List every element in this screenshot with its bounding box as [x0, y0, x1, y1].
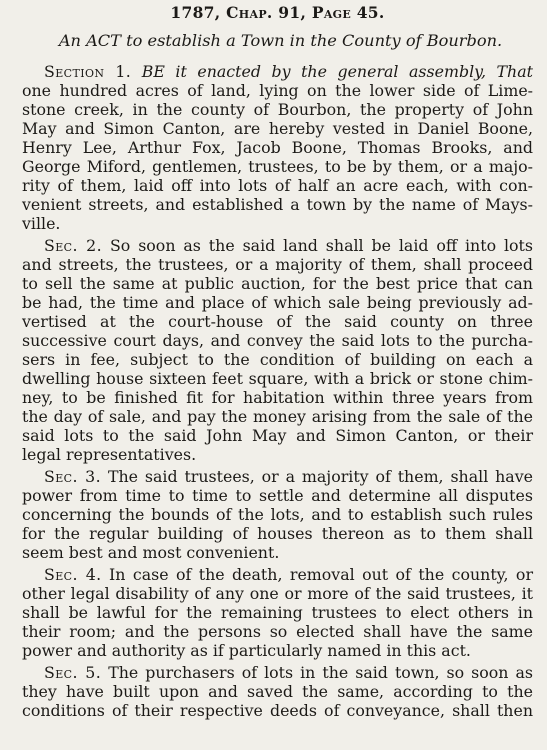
section-3 — [22, 467, 533, 562]
text-line: legal representatives. — [22, 445, 197, 464]
text-line — [22, 62, 533, 81]
section-2 — [22, 236, 533, 464]
text-line: seem best and most convenient. — [22, 543, 280, 562]
heading-page: Page 45. — [311, 3, 385, 22]
section-5 — [22, 663, 533, 720]
text-line: ney, to be finished fit for habitation within three years from — [22, 388, 533, 407]
act-body — [22, 62, 533, 720]
text-line: conditions of their respective deeds of conveyance, shall then — [22, 701, 533, 720]
text-line: Henry Lee, Arthur Fox, Jacob Boone, Thomas Brooks, and — [22, 138, 533, 157]
text-line: the day of sale, and pay the money arising from the sale of the — [22, 407, 533, 426]
text-line: sers in fee, subject to the condition of building on each a — [22, 350, 533, 369]
text-line: stone creek, in the county of Bourbon, the property of John — [22, 100, 533, 119]
text-line: vertised at the court-house of the said county on three — [22, 312, 533, 331]
section-label: Sec. 5. — [44, 663, 102, 682]
section-label: Sec. 2. — [44, 236, 103, 255]
text-line: venient streets, and established a town by the name of Mays- — [22, 195, 533, 214]
text-line: concerning the bounds of the lots, and to establish such rules — [22, 505, 533, 524]
text-line: they have built upon and saved the same, according to the — [22, 682, 533, 701]
text-line: one hundred acres of land, lying on the lower side of Lime- — [22, 81, 533, 100]
heading-year: 1787, — [170, 3, 221, 22]
text-line: be had, the time and place of which sale being previously ad- — [22, 293, 533, 312]
text-line: Sec. 3. The said trustees, or a majority of them, shall have — [44, 467, 533, 486]
text-line: rity of them, laid off into lots of half an acre each, with con- — [22, 176, 533, 195]
text-line: shall be lawful for the remaining trustees to elect others in — [22, 603, 533, 622]
text-line: successive court days, and convey the said lots to the purcha- — [22, 331, 533, 350]
text-line: power and authority as if particularly named in this act. — [22, 641, 471, 660]
enacting-clause: BE it enacted by the general assembly, That — [141, 62, 533, 81]
text-line: to sell the same at public auction, for the best price that can — [22, 274, 533, 293]
act-title: An ACT to establish a Town in the County of Bourbon. — [58, 31, 503, 50]
page-heading — [22, 0, 533, 30]
text-line: May and Simon Canton, are hereby vested in Daniel Boone, — [22, 119, 533, 138]
heading-chapter: Chap. 91, — [226, 3, 307, 22]
section-label: Sec. 4. — [44, 565, 102, 584]
text-line: Sec. 4. In case of the death, removal out of the county, or — [44, 565, 533, 584]
text-line: Sec. 5. The purchasers of lots in the said town, so soon as — [44, 663, 534, 682]
section-1 — [22, 62, 533, 233]
text-line: dwelling house sixteen feet square, with a brick or stone chim- — [22, 369, 533, 388]
section-label: Section 1. — [44, 62, 132, 81]
section-label: Sec. 3. — [44, 467, 102, 486]
text-line: Sec. 2. So soon as the said land shall be laid off into lots — [44, 236, 533, 255]
text-line: their room; and the persons so elected shall have the same — [22, 622, 533, 641]
section-4 — [22, 565, 533, 660]
text-line: other legal disability of any one or more of the said trustees, it — [22, 584, 533, 603]
text-line: power from time to time to settle and determine all disputes — [22, 486, 533, 505]
text-line: and streets, the trustees, or a majority of them, shall proceed — [22, 255, 533, 274]
text-line: ville. — [22, 214, 61, 233]
text-line: George Miford, gentlemen, trustees, to be by them, or a majo- — [22, 157, 533, 176]
text-line: said lots to the said John May and Simon Canton, or their — [22, 426, 533, 445]
text-line: for the regular building of houses thereon as to them shall — [22, 524, 533, 543]
